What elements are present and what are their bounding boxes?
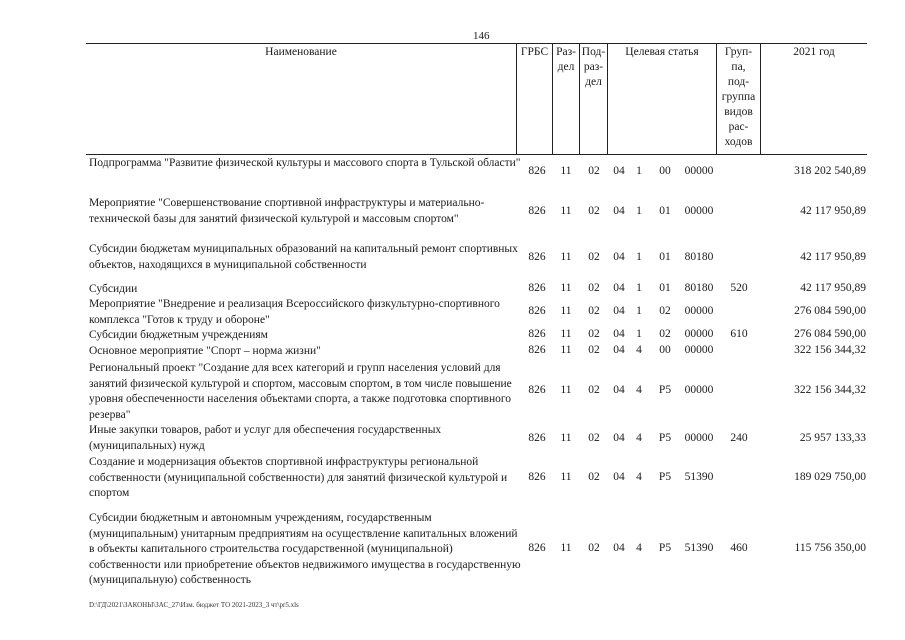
row-podrazdel: 02 [588,165,600,177]
row-amount: 25 957 133,33 [799,432,866,444]
row-t1: 04 [613,542,625,554]
row-t1: 04 [613,432,625,444]
row-t3: 01 [659,205,671,217]
header-podrazdel-line: дел [585,76,602,88]
row-name: Основное мероприятие "Спорт – норма жизни" [89,345,321,357]
row-grbs: 826 [528,471,546,483]
row-razdel: 11 [560,542,572,554]
page-number: 146 [473,30,490,42]
row-t3: 00 [659,344,671,356]
row-t3: P5 [658,471,672,483]
row-amount: 276 084 590,00 [794,305,866,317]
header-group-line: рас- [728,121,749,133]
header-group-line: па, [731,61,746,73]
row-podrazdel: 02 [588,328,600,340]
row-t1: 04 [613,251,625,263]
row-t4: 51390 [684,471,714,483]
row-t1: 04 [613,205,625,217]
row-t3: 01 [659,251,671,263]
row-razdel: 11 [560,328,572,340]
row-grbs: 826 [528,344,546,356]
row-amount: 318 202 540,89 [794,165,866,177]
row-t2: 1 [636,305,642,317]
row-t2: 4 [636,384,642,396]
row-name: Субсидии [89,283,138,295]
row-grbs: 826 [528,384,546,396]
row-podrazdel: 02 [588,384,600,396]
row-podrazdel: 02 [588,542,600,554]
row-t4: 00000 [684,384,714,396]
row-razdel: 11 [560,305,572,317]
row-grbs: 826 [528,432,546,444]
row-t4: 00000 [684,205,714,217]
row-t4: 00000 [684,165,714,177]
header-podrazdel [580,45,607,90]
header-grbs: ГРБС [520,46,549,58]
header-year: 2021 год [793,46,835,58]
row-name: Субсидии бюджетным и автономным учреждениям, государственным (муниципальным) унитарным предприятиям на осуществление капитальных вложений в объекты капитального строительства государственной (муниципальной) собственности или приобретение объектов недвижимого имущества в государственную (муниципальную) собственность [89,512,521,586]
row-amount: 42 117 950,89 [800,282,866,294]
row-t4: 00000 [684,328,714,340]
header-podrazdel-line: раз- [583,61,604,73]
row-t3: P5 [658,384,672,396]
row-t3: P5 [658,432,672,444]
row-name: Иные закупки товаров, работ и услуг для обеспечения государственных (муниципальных) нужд [89,424,442,452]
row-t1: 04 [613,384,625,396]
row-name: Создание и модернизация объектов спортивной инфраструктуры региональной собственности (муниципальной собственности) для занятий физической культурой и спортом [89,456,508,499]
row-grbs: 826 [528,205,546,217]
header-top-rule [86,43,867,44]
row-razdel: 11 [560,251,572,263]
row-amount: 322 156 344,32 [794,384,866,396]
row-t1: 04 [613,165,625,177]
row-razdel: 11 [560,165,572,177]
row-vr: 610 [730,328,748,340]
row-razdel: 11 [560,471,572,483]
row-t4: 80180 [684,251,714,263]
header-razdel [553,45,579,75]
row-razdel: 11 [560,432,572,444]
row-name: Субсидии бюджетным учреждениям [89,329,268,341]
row-name: Субсидии бюджетам муниципальных образований на капитальный ремонт спортивных объектов, находящихся в муниципальной собственности [89,243,518,271]
row-podrazdel: 02 [588,344,600,356]
header-group-line: под- [727,76,750,88]
row-t1: 04 [613,344,625,356]
header-group-line: видов [724,106,753,118]
header-name: Наименование [265,46,337,58]
row-t2: 1 [636,251,642,263]
header-razdel-line: Раз- [556,46,576,58]
row-t3: P5 [658,542,672,554]
row-t2: 1 [636,165,642,177]
header-group [717,45,760,150]
row-t1: 04 [613,282,625,294]
row-t2: 1 [636,328,642,340]
row-grbs: 826 [528,251,546,263]
row-vr: 460 [730,542,748,554]
row-t1: 04 [613,305,625,317]
row-razdel: 11 [560,282,572,294]
row-name: Мероприятие "Совершенствование спортивной инфраструктуры и материально-технической базы для занятий физической культурой и массовым спортом" [89,197,485,225]
row-podrazdel: 02 [588,251,600,263]
row-t4: 00000 [684,305,714,317]
row-t4: 51390 [684,542,714,554]
row-t2: 1 [636,205,642,217]
row-t3: 01 [659,282,671,294]
row-t3: 02 [659,305,671,317]
row-amount: 322 156 344,32 [794,344,866,356]
row-vr: 240 [730,432,748,444]
row-name: Региональный проект "Создание для всех категорий и групп населения условий для занятий физической культурой и спортом, массовым спортом, в том числе повышение уровня обеспеченности населения объектами спорта, а также подготовка спортивного резерва" [89,362,512,421]
row-podrazdel: 02 [588,471,600,483]
row-t1: 04 [613,328,625,340]
row-t4: 80180 [684,282,714,294]
row-razdel: 11 [560,205,572,217]
row-t1: 04 [613,471,625,483]
row-t2: 4 [636,344,642,356]
row-amount: 189 029 750,00 [794,471,866,483]
row-podrazdel: 02 [588,282,600,294]
row-vr: 520 [730,282,748,294]
row-podrazdel: 02 [588,205,600,217]
row-t3: 02 [659,328,671,340]
row-grbs: 826 [528,542,546,554]
header-bottom-rule [86,154,867,155]
row-t2: 4 [636,542,642,554]
row-grbs: 826 [528,165,546,177]
row-podrazdel: 02 [588,305,600,317]
row-amount: 42 117 950,89 [800,205,866,217]
row-t4: 00000 [684,344,714,356]
header-group-line: ходов [724,136,753,148]
row-grbs: 826 [528,305,546,317]
header-group-line: Груп- [724,46,753,58]
row-t4: 00000 [684,432,714,444]
row-t2: 4 [636,432,642,444]
row-name: Мероприятие "Внедрение и реализация Всероссийского физкультурно-спортивного комплекса "Готов к труду и обороне" [89,298,500,326]
row-grbs: 826 [528,328,546,340]
row-amount: 276 084 590,00 [794,328,866,340]
header-group-line: группа [721,91,756,103]
row-amount: 115 756 350,00 [794,542,866,554]
row-razdel: 11 [560,344,572,356]
header-podrazdel-line: Под- [581,46,606,58]
row-amount: 42 117 950,89 [800,251,866,263]
header-target: Целевая статья [625,46,699,58]
header-razdel-line: дел [557,61,575,73]
row-t3: 00 [659,165,671,177]
row-razdel: 11 [560,384,572,396]
row-t2: 4 [636,471,642,483]
row-grbs: 826 [528,282,546,294]
row-podrazdel: 02 [588,432,600,444]
row-name: Подпрограмма "Развитие физической культуры и массового спорта в Тульской области" [89,157,521,169]
file-path-footer: D:\ГД\2021\ЗАКОНЫ\ЗАС_27\Изм. бюджет ТО 2021-2023_3 чт\pr5.xls [89,601,299,609]
row-t2: 1 [636,282,642,294]
